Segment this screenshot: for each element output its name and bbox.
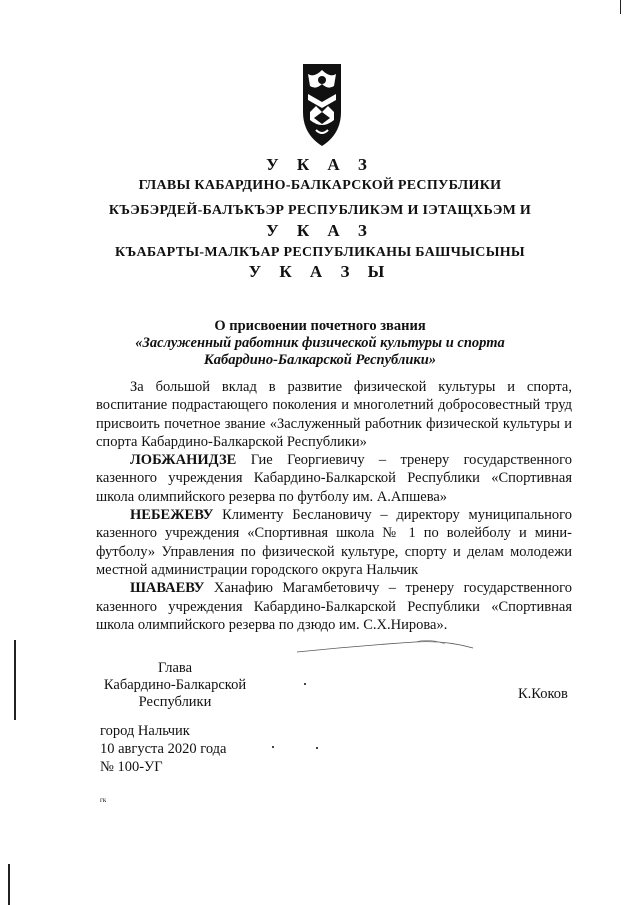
decree-title-line: «Заслуженный работник физической культуры и спорта (135, 335, 505, 351)
awardee-surname: ЛОБЖАНИДЗЕ (130, 452, 237, 469)
decree-heading-ru: У К А З (266, 155, 374, 174)
scan-speck (316, 747, 318, 749)
scan-speck (272, 746, 274, 748)
awardee-paragraph (96, 451, 572, 506)
decree-title-line: Кабардино-Балкарской Республики» (203, 352, 437, 368)
issuer-line-krc: КЪАБАРТЫ-МАЛКЪАР РЕСПУБЛИКАНЫ БАШЧЫСЫНЫ (115, 245, 525, 260)
issuer-line-ru: ГЛАВЫ КАБАРДИНО-БАЛКАРСКОЙ РЕСПУБЛИКИ (138, 178, 502, 193)
awardee-details: Клименту Беслановичу – директору муниципального казенного учреждения «Спортивная школа № 1 по волейболу и мини-футболу» Управления по физической культуре, спорту и делам молодежи местной администрации городского округа Нальчик (96, 507, 572, 578)
coat-of-arms-icon (300, 60, 344, 148)
awardee-surname: НЕБЕЖЕВУ (130, 507, 214, 524)
signer-title-line: Глава (157, 660, 193, 676)
decree-title-line: О присвоении почетного звания (214, 318, 426, 334)
decree-heading-krc: У К А З Ы (248, 262, 392, 281)
awardee-paragraph (96, 506, 572, 579)
decree-number: № 100-УГ (100, 759, 163, 775)
scan-edge-mark (620, 0, 621, 14)
intro-paragraph: За большой вклад в развитие физической культуры и спорта, воспитание подрастающего поколения и многолетний добросовестный труд присвоить почетное звание «Заслуженный работник физической культуры и спорта Кабардино-Балкарской Республики» (96, 379, 572, 450)
scan-edge-mark (14, 640, 16, 720)
decree-meta (100, 722, 226, 776)
signer-name: К.Коков (518, 686, 568, 702)
clerk-mark: гк (100, 796, 107, 804)
scan-speck (304, 683, 306, 685)
awardee-details: Гие Георгиевичу – тренеру государственного казенного учреждения Кабардино-Балкарской Республики «Спортивная школа олимпийского резерва по футболу им. А.Апшева» (96, 452, 572, 505)
awardee-surname: ШАВАЕВУ (130, 580, 205, 597)
signer-title (96, 660, 254, 711)
decree-city: город Нальчик (100, 723, 190, 739)
decree-date: 10 августа 2020 года (100, 741, 227, 757)
awardee-paragraph (96, 579, 572, 634)
signer-title-line: Республики (138, 694, 212, 710)
decree-title (60, 318, 580, 369)
signer-title-line: Кабардино-Балкарской (103, 677, 247, 693)
issuer-line-kbd: КЪЭБЭРДЕЙ-БАЛЪКЪЭР РЕСПУБЛИКЭМ И ІЭТАЩХЬЭМ И (108, 203, 532, 218)
signature-stroke (295, 636, 475, 656)
scan-edge-mark (8, 864, 10, 905)
decree-body (96, 378, 572, 634)
awardee-details: Ханафию Магамбетовичу – тренеру государственного казенного учреждения Кабардино-Балкарской Республики «Спортивная школа олимпийского резерва по дзюдо им. С.Х.Нирова». (96, 580, 572, 633)
decree-heading-kbd: У К А З (266, 221, 374, 240)
